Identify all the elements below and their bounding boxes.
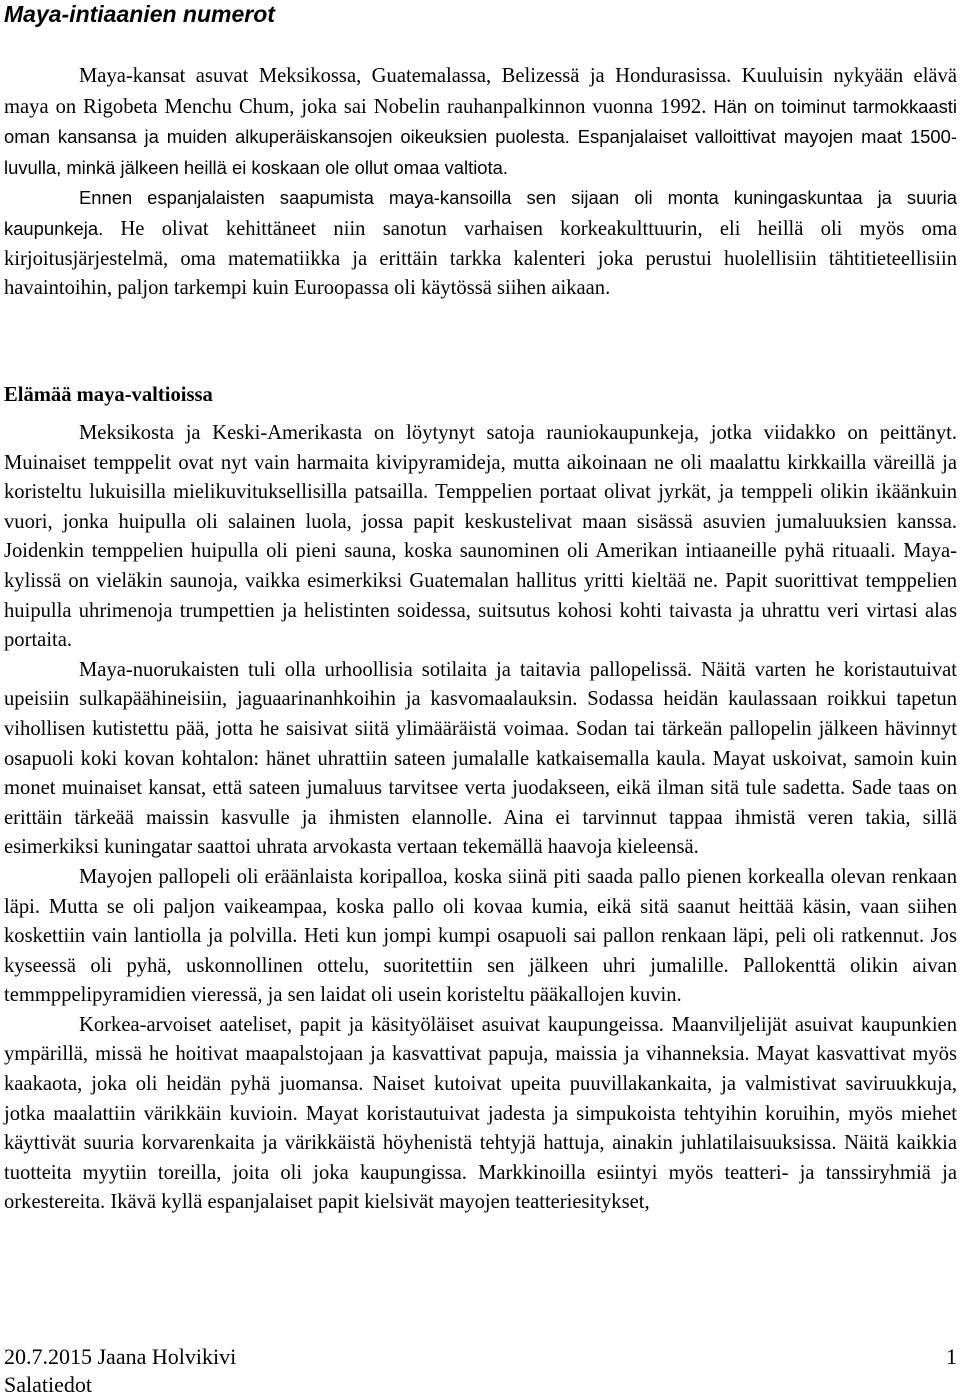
intro-paragraph-1 <box>4 62 957 183</box>
section-paragraph-4: Korkea-arvoiset aateliset, papit ja käsityöläiset asuivat kaupungeissa. Maanviljelijät asuivat kaupunkien ympärillä, missä he hoitivat maapalstojaan ja kasvattivat papuja, maissia ja vihanneksia. Mayat kasvattivat myös kaakaota, joka oli heidän pyhä juomansa. Naiset kutoivat upeita puuvillakankaita, ja valmistivat saviruukkuja, jotka maalattiin värikkäin kuvioin. Mayat koristautuivat jadesta ja simpukoista tehtyihin koruihin, myös miehet käyttivät suuria korvarenkaita ja värikkäistä höyhenistä tehtyjä hattuja, ainakin juhlatilaisuuksissa. Näitä kaikkia tuotteita myytiin toreilla, joita oli joka kaupungissa. Markkinoilla esiintyi myös teatteri- ja tanssiryhmiä ja orkestereita. Ikävä kyllä espanjalaiset papit kielsivät mayojen teatteriesitykset, <box>4 1013 957 1214</box>
footer-classification: Salatiedot <box>4 1372 92 1397</box>
page-title: Maya-intiaanien numerot <box>4 1 275 27</box>
intro-paragraph-1-serif: Maya-kansat asuvat Meksikossa, Guatemalassa, Belizessä ja Hondurasissa. Kuuluisin nykyään elävä maya on Rigobeta Menchu Chum, joka sai Nobelin rauhanpalkinnon vuonna 1992. <box>4 65 957 118</box>
intro-paragraph-1-sans: Hän on toiminut tarmokkaasti oman kansansa ja muiden alkuperäiskansojen oikeuksien puolesta. Espanjalaiset valloittivat mayojen maat 1500-luvulla, minkä jälkeen heillä ei koskaan ole ollut omaa valtiota. <box>4 95 958 178</box>
section-body <box>4 419 957 1218</box>
footer-date-author: 20.7.2015 Jaana Holvikivi <box>4 1344 237 1369</box>
page-footer <box>4 1343 957 1399</box>
intro-paragraph-2-sans: Ennen espanjalaisten saapumista maya-kansoilla sen sijaan oli monta kuningaskuntaa ja suuria kaupunkeja. <box>4 187 957 239</box>
section-paragraph-3: Mayojen pallopeli oli eräänlaista koripalloa, koska siinä piti saada pallo pienen korkealla olevan renkaan läpi. Mutta se oli paljon vaikeampaa, koska pallo oli kovaa kumia, eikä sitä saanut heittää käsin, vaan siihen koskettiin vain lantiolla ja polvilla. Heti kun jompi kumpi osapuoli sai pallon renkaan läpi, peli oli ratkennut. Jos kyseessä oli pyhä, uskonnollinen ottelu, suoritettiin sen jälkeen uhri jumalille. Pallokenttä olikin aivan temmppelipyramidien vieressä, ja sen laidat oli usein koristeltu pääkallojen kuvin. <box>4 865 957 1007</box>
intro-paragraph-2-serif: He olivat kehittäneet niin sanotun varhaisen korkeakulttuurin, eli heillä oli myös oma kirjoitusjärjestelmä, oma matematiikka ja erittäin tarkka kalenteri joka perustui huolellisiin tähtitieteellisiin havaintoihin, paljon tarkempi kuin Euroopassa oli käytössä siihen aikaan. <box>4 217 957 300</box>
intro-paragraph-2 <box>4 183 957 303</box>
section-heading: Elämää maya-valtioissa <box>4 384 213 406</box>
page-number: 1 <box>946 1344 957 1369</box>
section-paragraph-2: Maya-nuorukaisten tuli olla urhoollisia sotilaita ja taitavia pallopelissä. Näitä varten he koristautuivat upeisiin sulkapäähineisiin, jaguaarinanhkoihin ja kasvomaalauksin. Sodassa heidän kaulassaan roikkui tapetun vihollisen kutistettu pää, jotta he saisivat siitä ylimääräistä voimaa. Sodan tai tärkeän pallopelin jälkeen hävinnyt osapuoli koki kovan kohtalon: hänet uhrattiin sateen jumalalle katkaisemalla kaula. Mayat uskoivat, samoin kuin monet muinaiset kansat, että sateen jumaluus tarvitsee verta juodakseen, eikä ilman sitä tule sadetta. Sade taas on erittäin tärkeää maissin kasvulle ja ihmisten elannolle. Aina ei tarvinnut tappaa ihmistä veren takia, sillä esimerkiksi kuningatar saattoi uhrata arvokasta vertaan tekemällä haavoja kieleensä. <box>4 658 957 859</box>
section-paragraph-1: Meksikosta ja Keski-Amerikasta on löytynyt satoja rauniokaupunkeja, jotka viidakko on peittänyt. Muinaiset temppelit ovat nyt vain harmaita kivipyramideja, mutta aikoinaan ne oli maalattu kirkkailla väreillä ja koristeltu lukuisilla mielikuvituksellisilla patsailla. Temppelien portaat olivat jyrkät, ja temppeli olikin ikäänkuin vuori, jonka huipulla oli salainen luola, jossa papit keskustelivat maan sisässä asuvien jumaluuksien kanssa. Joidenkin temppelien huipulla oli pieni sauna, koska saunominen oli Amerikan intiaaneille pyhä rituaali. Maya-kylissä on vieläkin saunoja, vaikka esimerkiksi Guatemalan hallitus yritti kieltää ne. Papit suorittivat temppelien huipulla uhrimenoja trumpettien ja helistinten soidessa, suitsutus kohosi kohti taivasta ja uhrattu veri virtasi alas portaita. <box>4 422 957 652</box>
intro-section <box>4 62 957 304</box>
